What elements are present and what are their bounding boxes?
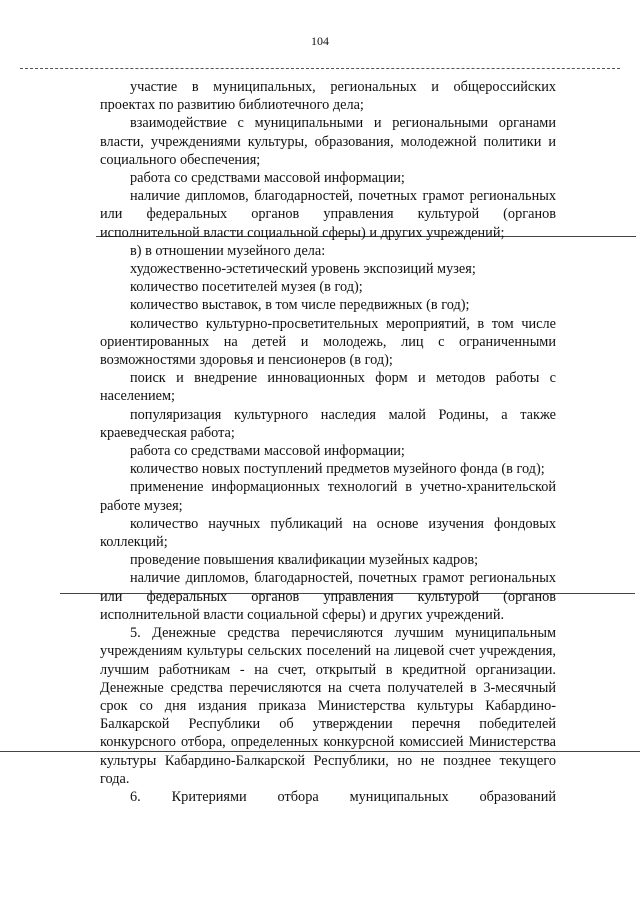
paragraph: количество новых поступлений предметов музейного фонда (в год); xyxy=(130,461,545,478)
paragraph: 5. Денежные средства перечисляются лучшим муниципальным учреждениям культуры сельских поселений на лицевой счет учреждения, лучшим работникам - на счет, открытый в кредитной организации. Денежные средства перечисляются на счета получателей в 3-месячный срок со дня издания приказа Министерства культуры Кабардино-Балкарской Республики об утверждении перечня победителей конкурсного отбора, определенных конкурсной комиссией Министерства культуры Кабардино-Балкарской Республики, но не позднее текущего года. xyxy=(100,625,556,787)
paragraph: участие в муниципальных, региональных и общероссийских проектах по развитию библиотечного дела; xyxy=(100,79,556,114)
paragraph: взаимодействие с муниципальными и региональными органами власти, учреждениями культуры, образования, молодежной политики и социального обеспечения; xyxy=(100,115,556,168)
paragraph: поиск и внедрение инновационных форм и методов работы с населением; xyxy=(100,370,556,405)
scan-line-top xyxy=(20,68,620,69)
paragraph: количество культурно-просветительных мероприятий, в том числе ориентированных на детей и молодежь, лиц с ограниченными возможностями здоровья и пенсионеров (в год); xyxy=(100,315,556,369)
page-number: 104 xyxy=(311,34,329,48)
paragraph: 6. Критериями отбора муниципальных образований xyxy=(130,788,556,805)
paragraph: наличие дипломов, благодарностей, почетных грамот региональных или федеральных органов управления культурой (органов исполнительной власти социальной сферы) и других учреждений. xyxy=(100,570,556,623)
document-body xyxy=(100,78,556,806)
paragraph: работа со средствами массовой информации; xyxy=(130,443,405,460)
paragraph: работа со средствами массовой информации; xyxy=(130,170,405,187)
paragraph: в) в отношении музейного дела: xyxy=(130,242,326,259)
paragraph: количество научных публикаций на основе изучения фондовых коллекций; xyxy=(100,515,556,551)
paragraph: художественно-эстетический уровень экспозиций музея; xyxy=(130,261,476,278)
paragraph: применение информационных технологий в учетно-хранительской работе музея; xyxy=(100,479,556,514)
paragraph: проведение повышения квалификации музейных кадров; xyxy=(130,552,479,569)
paragraph: наличие дипломов, благодарностей, почетных грамот региональных или федеральных органов управления культурой (органов исполнительной власти социальной сферы) и других учреждений; xyxy=(100,188,556,241)
paragraph: количество посетителей музея (в год); xyxy=(130,279,363,296)
paragraph: количество выставок, в том числе передвижных (в год); xyxy=(130,297,470,314)
paragraph: популяризация культурного наследия малой Родины, а также краеведческая работа; xyxy=(100,406,556,441)
